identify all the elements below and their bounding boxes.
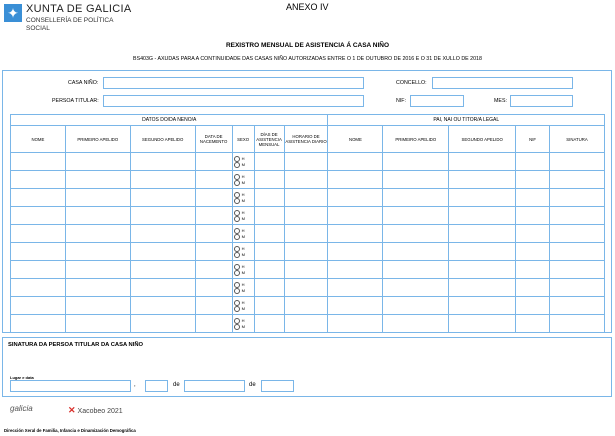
table-cell[interactable] — [516, 261, 550, 279]
table-cell[interactable] — [254, 261, 284, 279]
table-cell[interactable] — [254, 315, 284, 333]
table-cell[interactable] — [328, 261, 383, 279]
table-cell[interactable] — [550, 261, 605, 279]
sex-options[interactable] — [232, 243, 254, 261]
table-cell[interactable] — [550, 279, 605, 297]
table-cell[interactable] — [284, 279, 328, 297]
table-cell[interactable] — [284, 171, 328, 189]
persoa-titular-label: PERSOA TITULAR: — [52, 98, 99, 104]
table-cell[interactable] — [449, 153, 516, 171]
table-row — [11, 225, 605, 243]
table-cell[interactable] — [11, 261, 66, 279]
nif-field[interactable] — [410, 95, 464, 107]
table-cell[interactable] — [195, 171, 232, 189]
sex-h-label: H — [241, 209, 245, 215]
nif-label: NIF: — [396, 98, 407, 104]
table-cell[interactable] — [284, 189, 328, 207]
table-cell[interactable] — [254, 171, 284, 189]
sex-options[interactable] — [232, 225, 254, 243]
table-cell[interactable] — [65, 279, 130, 297]
group-header-parent: PAI, NAI OU TITOR/A LEGAL — [328, 115, 605, 126]
radio-h-icon[interactable] — [234, 246, 240, 252]
table-cell[interactable] — [130, 279, 195, 297]
xunta-logo-icon: ✦ — [4, 4, 22, 22]
table-cell[interactable] — [195, 243, 232, 261]
table-cell[interactable] — [383, 243, 449, 261]
col-header: NOME — [11, 126, 66, 153]
radio-h-icon[interactable] — [234, 300, 240, 306]
org-name: XUNTA DE GALICIA — [26, 3, 132, 15]
group-header-child: DATOS DO/DA NENO/A — [11, 115, 328, 126]
col-header: SEGUNDO APELIDO — [449, 126, 516, 153]
table-cell[interactable] — [284, 243, 328, 261]
table-cell[interactable] — [328, 315, 383, 333]
sex-m-label: M — [241, 323, 245, 329]
sex-options[interactable] — [232, 207, 254, 225]
table-cell[interactable] — [284, 153, 328, 171]
xacobeo-icon: ✕ — [68, 405, 76, 415]
de-label-2: de — [249, 382, 256, 388]
table-cell[interactable] — [11, 243, 66, 261]
xacobeo-logo-text: Xacobeo 2021 — [77, 408, 123, 415]
radio-h-icon[interactable] — [234, 318, 240, 324]
table-cell[interactable] — [383, 225, 449, 243]
table-row — [11, 297, 605, 315]
table-cell[interactable] — [550, 189, 605, 207]
table-cell[interactable] — [383, 171, 449, 189]
table-cell[interactable] — [65, 153, 130, 171]
table-cell[interactable] — [11, 297, 66, 315]
sex-options[interactable] — [232, 171, 254, 189]
table-cell[interactable] — [383, 189, 449, 207]
sex-h-label: H — [241, 245, 245, 251]
table-cell[interactable] — [130, 261, 195, 279]
col-header: SINATURA — [550, 126, 605, 153]
sex-h-label: H — [241, 317, 245, 323]
sex-m-label: M — [241, 197, 245, 203]
sex-h-label: H — [241, 191, 245, 197]
footer-department: Dirección Xeral de Familia, Infancia e Dinamización Demográfica — [4, 428, 136, 433]
annex-label: ANEXO IV — [286, 2, 329, 12]
table-row — [11, 171, 605, 189]
table-cell[interactable] — [254, 297, 284, 315]
col-header: PRIMEIRO APELIDO — [65, 126, 130, 153]
table-cell[interactable] — [550, 297, 605, 315]
radio-m-icon[interactable] — [234, 216, 240, 222]
col-header: HORARIO DE ASISTENCIA DIARIO — [284, 126, 328, 153]
table-cell[interactable] — [65, 315, 130, 333]
table-cell[interactable] — [11, 189, 66, 207]
col-header: NOME — [328, 126, 383, 153]
table-cell[interactable] — [195, 225, 232, 243]
table-cell[interactable] — [449, 243, 516, 261]
table-cell[interactable] — [195, 279, 232, 297]
form-title: REXISTRO MENSUAL DE ASISTENCIA Á CASA NIÑO — [225, 42, 390, 49]
table-cell[interactable] — [516, 153, 550, 171]
table-cell[interactable] — [449, 315, 516, 333]
sex-h-label: H — [241, 299, 245, 305]
table-cell[interactable] — [65, 189, 130, 207]
sex-h-label: H — [241, 263, 245, 269]
col-header: SEGUNDO APELIDO — [130, 126, 195, 153]
table-cell[interactable] — [516, 189, 550, 207]
table-cell[interactable] — [254, 225, 284, 243]
table-cell[interactable] — [65, 207, 130, 225]
table-cell[interactable] — [195, 261, 232, 279]
table-cell[interactable] — [550, 225, 605, 243]
table-cell[interactable] — [254, 279, 284, 297]
radio-m-icon[interactable] — [234, 306, 240, 312]
table-cell[interactable] — [516, 315, 550, 333]
table-cell[interactable] — [328, 171, 383, 189]
radio-m-icon[interactable] — [234, 162, 240, 168]
radio-m-icon[interactable] — [234, 288, 240, 294]
sex-options[interactable] — [232, 279, 254, 297]
col-header: NIF — [516, 126, 550, 153]
year-field[interactable] — [261, 380, 294, 392]
place-field[interactable] — [10, 380, 131, 392]
table-row — [11, 207, 605, 225]
xacobeo-logo — [68, 405, 123, 416]
casa-nino-field[interactable] — [103, 77, 364, 89]
table-cell[interactable] — [65, 297, 130, 315]
radio-m-icon[interactable] — [234, 324, 240, 330]
table-cell[interactable] — [65, 225, 130, 243]
table-cell[interactable] — [550, 315, 605, 333]
radio-h-icon[interactable] — [234, 264, 240, 270]
table-cell[interactable] — [130, 171, 195, 189]
table-cell[interactable] — [449, 189, 516, 207]
table-cell[interactable] — [516, 297, 550, 315]
sex-m-label: M — [241, 269, 245, 275]
table-row — [11, 315, 605, 333]
form-subtitle: BS403G - AXUDAS PARA A CONTINUIDADE DAS CASAS NIÑO AUTORIZADAS ENTRE O 1 DE OUTUBRO DE 2016 E O 31 DE XULLO DE 2018 — [133, 56, 482, 62]
table-cell[interactable] — [328, 207, 383, 225]
table-cell[interactable] — [449, 297, 516, 315]
table-cell[interactable] — [328, 225, 383, 243]
table-cell[interactable] — [383, 261, 449, 279]
radio-h-icon[interactable] — [234, 156, 240, 162]
table-cell[interactable] — [130, 207, 195, 225]
mes-field[interactable] — [510, 95, 573, 107]
table-cell[interactable] — [550, 171, 605, 189]
table-cell[interactable] — [65, 261, 130, 279]
table-cell[interactable] — [383, 279, 449, 297]
sex-m-label: M — [241, 233, 245, 239]
table-cell[interactable] — [328, 297, 383, 315]
table-cell[interactable] — [11, 225, 66, 243]
col-header: DATA DE NACEMENTO — [195, 126, 232, 153]
radio-h-icon[interactable] — [234, 228, 240, 234]
table-cell[interactable] — [130, 297, 195, 315]
table-cell[interactable] — [195, 189, 232, 207]
comma-separator: , — [134, 382, 136, 388]
table-cell[interactable] — [328, 153, 383, 171]
radio-m-icon[interactable] — [234, 180, 240, 186]
sex-h-label: H — [241, 173, 245, 179]
galicia-logo: galicia — [10, 404, 33, 413]
sex-options[interactable] — [232, 315, 254, 333]
table-cell[interactable] — [130, 153, 195, 171]
signature-title: SINATURA DA PERSOA TITULAR DA CASA NIÑO — [8, 342, 144, 348]
sex-m-label: M — [241, 215, 245, 221]
radio-m-icon[interactable] — [234, 234, 240, 240]
table-cell[interactable] — [383, 153, 449, 171]
table-cell[interactable] — [550, 153, 605, 171]
table-cell[interactable] — [449, 279, 516, 297]
sex-m-label: M — [241, 161, 245, 167]
table-cell[interactable] — [328, 189, 383, 207]
table-cell[interactable] — [11, 171, 66, 189]
casa-nino-label: CASA NIÑO: — [68, 80, 99, 86]
org-sub: CONSELLERÍA DE POLÍTICA SOCIAL — [26, 17, 114, 32]
month-field[interactable] — [184, 380, 245, 392]
radio-h-icon[interactable] — [234, 174, 240, 180]
table-cell[interactable] — [254, 153, 284, 171]
table-cell[interactable] — [328, 243, 383, 261]
radio-m-icon[interactable] — [234, 252, 240, 258]
col-header: PRIMEIRO APELIDO — [383, 126, 449, 153]
table-cell[interactable] — [130, 243, 195, 261]
sex-h-label: H — [241, 155, 245, 161]
sex-m-label: M — [241, 305, 245, 311]
table-cell[interactable] — [284, 225, 328, 243]
table-cell[interactable] — [130, 315, 195, 333]
radio-m-icon[interactable] — [234, 270, 240, 276]
table-cell[interactable] — [383, 315, 449, 333]
table-cell[interactable] — [11, 315, 66, 333]
table-cell[interactable] — [516, 207, 550, 225]
col-header: SEXO — [232, 126, 254, 153]
sex-options[interactable] — [232, 261, 254, 279]
sex-m-label: M — [241, 179, 245, 185]
table-cell[interactable] — [516, 243, 550, 261]
table-cell[interactable] — [383, 207, 449, 225]
sex-m-label: M — [241, 287, 245, 293]
sex-h-label: H — [241, 227, 245, 233]
sex-h-label: H — [241, 281, 245, 287]
table-cell[interactable] — [195, 315, 232, 333]
table-cell[interactable] — [449, 207, 516, 225]
radio-h-icon[interactable] — [234, 282, 240, 288]
table-cell[interactable] — [449, 171, 516, 189]
table-cell[interactable] — [65, 243, 130, 261]
sex-m-label: M — [241, 251, 245, 257]
table-cell[interactable] — [11, 207, 66, 225]
table-cell[interactable] — [284, 297, 328, 315]
table-row — [11, 189, 605, 207]
col-header: DÍAS DE ASISTENCIA MENSUAL — [254, 126, 284, 153]
table-cell[interactable] — [11, 153, 66, 171]
sex-options[interactable] — [232, 297, 254, 315]
table-cell[interactable] — [516, 279, 550, 297]
table-cell[interactable] — [328, 279, 383, 297]
sex-options[interactable] — [232, 189, 254, 207]
table-cell[interactable] — [516, 225, 550, 243]
de-label-1: de — [173, 382, 180, 388]
table-cell[interactable] — [383, 297, 449, 315]
table-cell[interactable] — [195, 297, 232, 315]
table-row — [11, 261, 605, 279]
table-cell[interactable] — [195, 207, 232, 225]
radio-h-icon[interactable] — [234, 192, 240, 198]
table-cell[interactable] — [284, 315, 328, 333]
concello-label: CONCELLO: — [396, 80, 427, 86]
place-date-label: Lugar e data — [10, 375, 34, 380]
attendance-table — [10, 114, 605, 333]
table-cell[interactable] — [550, 207, 605, 225]
radio-h-icon[interactable] — [234, 210, 240, 216]
table-row — [11, 153, 605, 171]
table-cell[interactable] — [130, 189, 195, 207]
table-cell[interactable] — [11, 279, 66, 297]
table-row — [11, 243, 605, 261]
table-cell[interactable] — [65, 171, 130, 189]
table-cell[interactable] — [254, 207, 284, 225]
table-cell[interactable] — [449, 225, 516, 243]
table-cell[interactable] — [449, 261, 516, 279]
persoa-titular-field[interactable] — [103, 95, 364, 107]
table-cell[interactable] — [254, 243, 284, 261]
table-cell[interactable] — [130, 225, 195, 243]
sex-options[interactable] — [232, 153, 254, 171]
table-cell[interactable] — [516, 171, 550, 189]
radio-m-icon[interactable] — [234, 198, 240, 204]
table-row — [11, 279, 605, 297]
column-header-row — [11, 126, 605, 153]
table-cell[interactable] — [550, 243, 605, 261]
day-field[interactable] — [145, 380, 168, 392]
table-cell[interactable] — [284, 207, 328, 225]
table-cell[interactable] — [254, 189, 284, 207]
table-cell[interactable] — [195, 153, 232, 171]
table-cell[interactable] — [284, 261, 328, 279]
concello-field[interactable] — [432, 77, 573, 89]
mes-label: MES: — [494, 98, 507, 104]
